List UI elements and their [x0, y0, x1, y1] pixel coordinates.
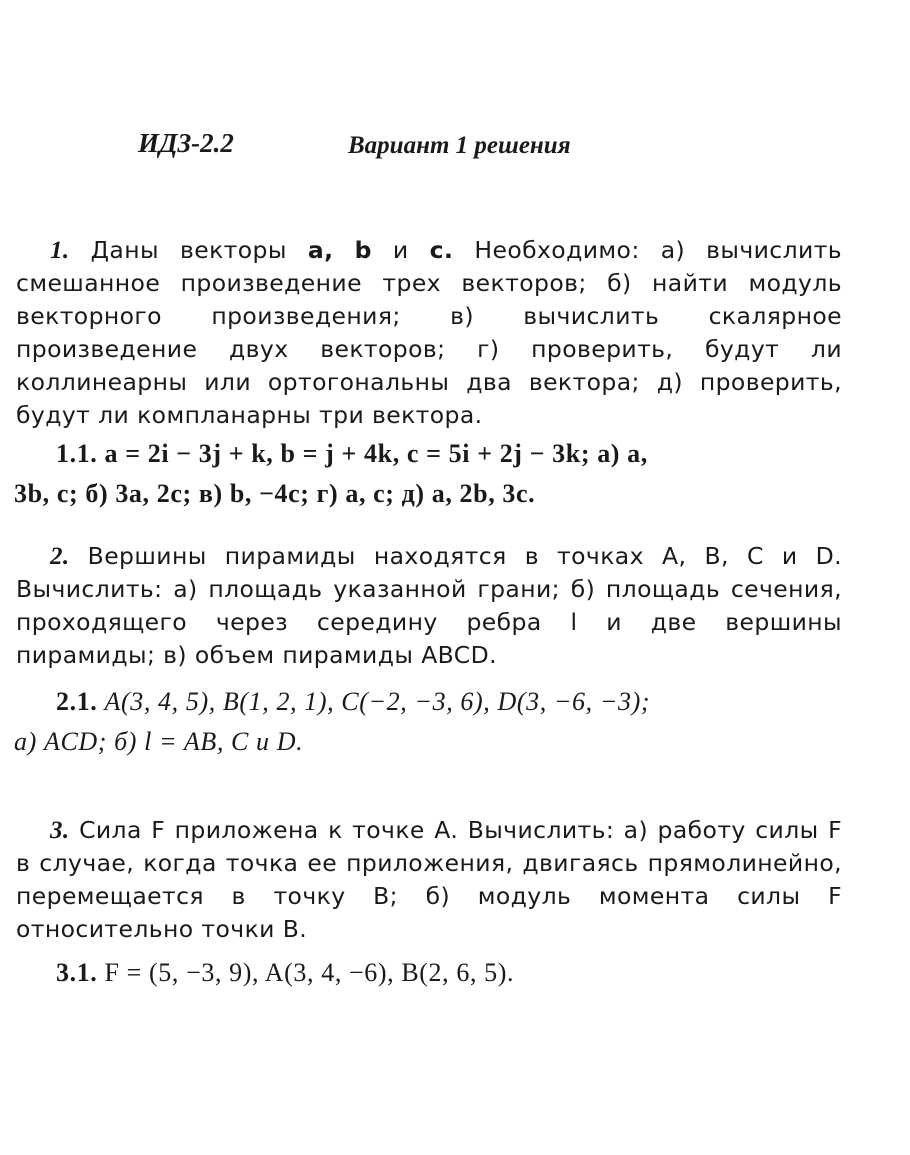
problem-1-number: 1.	[50, 237, 70, 264]
task-1-1-line-2: 3b, c; б) 3a, 2c; в) b, −4c; г) a, c; д) a, 2b, 3c.	[14, 479, 536, 508]
problem-2-statement	[16, 540, 842, 672]
task-2-1-line-1	[14, 682, 844, 722]
vector-a-label: a,	[307, 236, 334, 264]
conjunction-and: и	[392, 236, 409, 264]
task-2-1-line-2: а) ACD; б) l = AB, C и D.	[14, 727, 304, 756]
assignment-code: ИДЗ-2.2	[138, 128, 234, 158]
problem-3-text: Сила F приложена к точке A. Вычислить: а) работу силы F в случае, когда точка ее приложения, двигаясь прямолинейно, перемещается в точку B; б) модуль момента силы F относительно точки B.	[16, 816, 842, 943]
task-2-1-number: 2.1.	[56, 687, 98, 716]
problem-2-number: 2.	[50, 543, 70, 570]
problem-1-statement	[16, 234, 842, 432]
problem-1-body: Необходимо: а) вычислить смешанное произведение трех векторов; б) найти модуль векторного произведения; в) вычислить скалярное произведение двух векторов; г) проверить, будут ли коллинеарны или ортогональны два вектора; д) проверить, будут ли компланарны три вектора.	[16, 236, 843, 429]
document-header	[138, 128, 738, 168]
vector-c-label: c.	[429, 236, 454, 264]
vector-b-label: b	[354, 236, 372, 264]
task-2-1-points: A(3, 4, 5), B(1, 2, 1), C(−2, −3, 6), D(3, −6, −3);	[104, 687, 651, 716]
problem-3-statement	[16, 814, 842, 946]
task-1-1-number: 1.1.	[56, 439, 98, 468]
task-3-1-line	[14, 953, 844, 993]
variant-title: Вариант 1 решения	[348, 132, 571, 159]
problem-3-number: 3.	[50, 817, 70, 844]
task-2-1	[14, 682, 844, 762]
task-3-1-data: F = (5, −3, 9), A(3, 4, −6), B(2, 6, 5).	[104, 958, 515, 987]
task-1-1	[14, 434, 844, 514]
problem-2-text: Вершины пирамиды находятся в точках A, B, C и D. Вычислить: а) площадь указанной грани; б) площадь сечения, проходящего через середину ребра l и две вершины пирамиды; в) объем пирамиды ABCD.	[16, 542, 843, 669]
problem-1-intro: Даны векторы	[90, 236, 287, 264]
task-3-1-number: 3.1.	[56, 958, 98, 987]
task-3-1	[14, 953, 844, 993]
task-1-1-line-1	[14, 434, 844, 474]
task-1-1-vectors: a = 2i − 3j + k, b = j + 4k, c = 5i + 2j − 3k; а) a,	[104, 439, 648, 468]
